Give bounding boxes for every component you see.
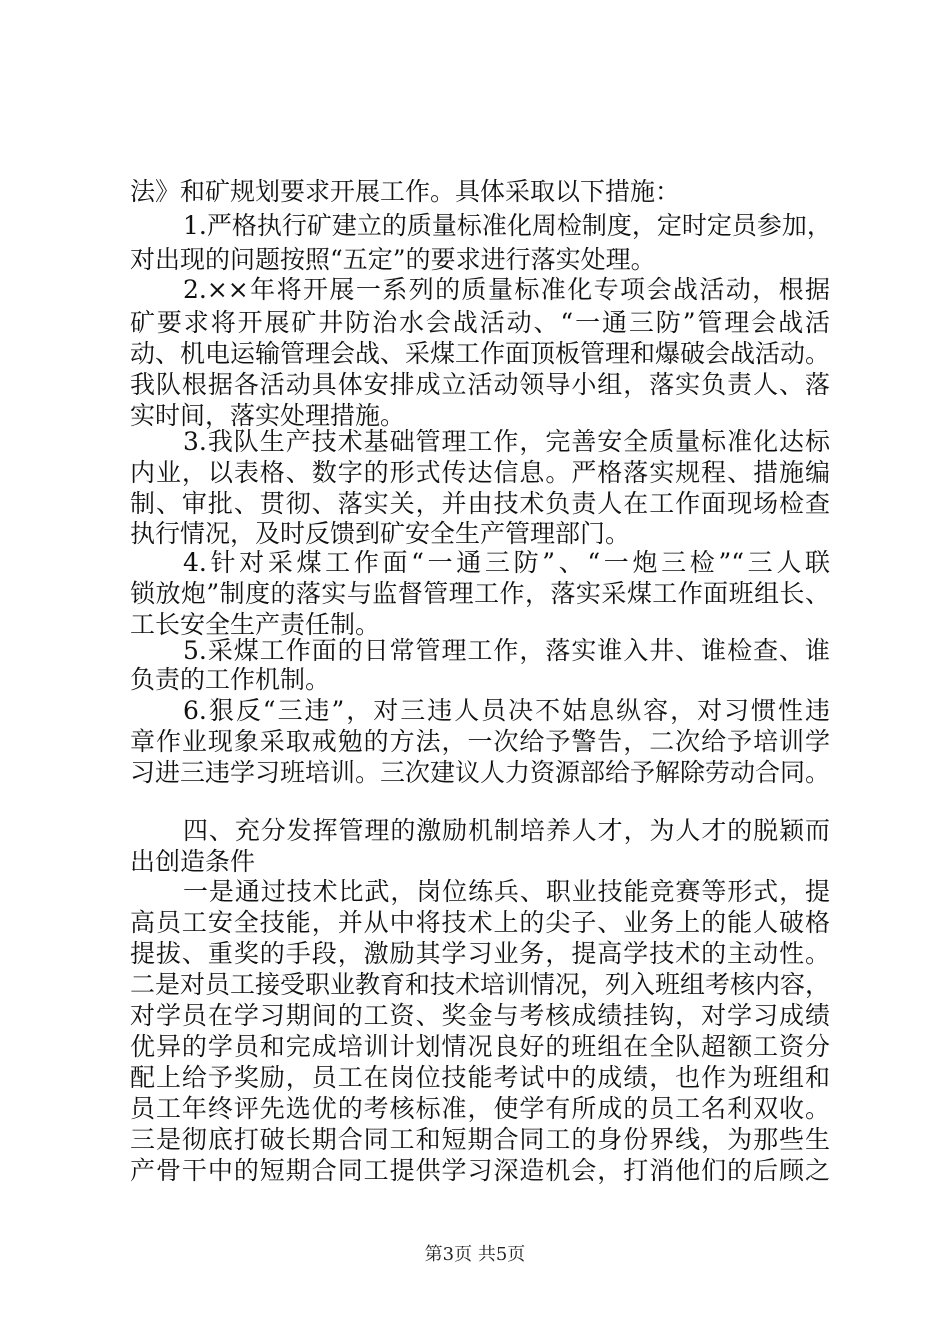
paragraph-line: 二是对员工接受职业教育和技术培训情况，列入班组考核内容， [130, 970, 831, 999]
paragraph-line: 动、机电运输管理会战、采煤工作面顶板管理和爆破会战活动。 [130, 339, 831, 368]
paragraph-line: 对出现的问题按照“五定”的要求进行落实处理。 [130, 245, 656, 274]
paragraph-line: 配上给予奖励，员工在岗位技能考试中的成绩，也作为班组和 [130, 1063, 830, 1092]
paragraph-line: 产骨干中的短期合同工提供学习深造机会，打消他们的后顾之 [130, 1156, 830, 1185]
section-heading-line: 四、充分发挥管理的激励机制培养人才，为人才的脱颖而 [183, 816, 830, 845]
paragraph-line: 高员工安全技能，并从中将技术上的尖子、业务上的能人破格 [130, 908, 830, 937]
paragraph-line: 工长安全生产责任制。 [130, 610, 381, 639]
paragraph-line: 负责的工作机制。 [130, 665, 331, 694]
paragraph-line: 法》和矿规划要求开展工作。具体采取以下措施： [130, 177, 681, 206]
paragraph-line: 实时间，落实处理措施。 [130, 401, 406, 430]
paragraph-line: 对学员在学习期间的工资、奖金与考核成绩挂钩，对学习成绩 [130, 1001, 830, 1030]
paragraph-line: 锁放炮”制度的落实与监督管理工作，落实采煤工作面班组长、 [130, 579, 830, 608]
paragraph-line: 提拔、重奖的手段，激励其学习业务，提高学技术的主动性。 [130, 939, 830, 968]
paragraph-line: 3.我队生产技术基础管理工作，完善安全质量标准化达标 [183, 427, 830, 456]
paragraph-line: 习进三违学习班培训。三次建议人力资源部给予解除劳动合同。 [130, 758, 831, 787]
paragraph-line: 矿要求将开展矿井防治水会战活动、“一通三防”管理会战活 [130, 308, 830, 337]
paragraph-line: 4.针对采煤工作面“一通三防”、“一炮三检”“三人联 [183, 548, 830, 577]
paragraph-line: 一是通过技术比武，岗位练兵、职业技能竞赛等形式，提 [183, 877, 830, 906]
paragraph-line: 2.××年将开展一系列的质量标准化专项会战活动，根据 [183, 275, 830, 304]
paragraph-line: 执行情况，及时反馈到矿安全生产管理部门。 [130, 519, 631, 548]
paragraph-line: 内业，以表格、数字的形式传达信息。严格落实规程、措施编 [130, 458, 830, 487]
paragraph-line: 章作业现象采取戒勉的方法，一次给予警告，二次给予培训学 [130, 727, 830, 756]
paragraph-line: 5.采煤工作面的日常管理工作，落实谁入井、谁检查、谁 [183, 636, 830, 665]
paragraph-line: 1.严格执行矿建立的质量标准化周检制度，定时定员参加， [183, 211, 832, 240]
page-number-footer: 第3页 共5页 [424, 1244, 526, 1265]
section-heading-line: 出创造条件 [130, 847, 256, 876]
paragraph-line: 优异的学员和完成培训计划情况良好的班组在全队超额工资分 [130, 1032, 830, 1061]
paragraph-line: 6.狠反“三违”，对三违人员决不姑息纵容，对习惯性违 [183, 696, 830, 725]
paragraph-line: 三是彻底打破长期合同工和短期合同工的身份界线，为那些生 [130, 1125, 830, 1154]
paragraph-line: 制、审批、贯彻、落实关，并由技术负责人在工作面现场检查 [130, 489, 830, 518]
paragraph-line: 我队根据各活动具体安排成立活动领导小组，落实负责人、落 [130, 370, 830, 399]
paragraph-line: 员工年终评先选优的考核标准，使学有所成的员工名利双收。 [130, 1094, 830, 1123]
